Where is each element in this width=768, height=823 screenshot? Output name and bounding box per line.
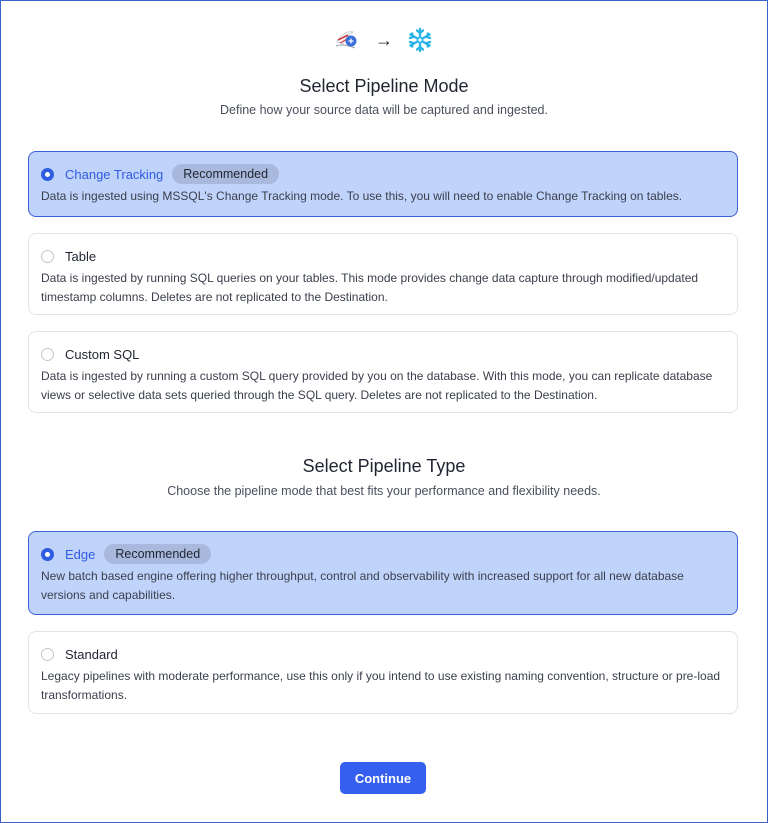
radio-table[interactable] [41,250,54,263]
option-description: Data is ingested by running SQL queries on your tables. This mode provides change data capture through modified/updated timestamp columns. Deletes are not replicated to the Destination. [41,271,699,304]
option-description: Legacy pipelines with moderate performance, use this only if you intend to use existing naming convention, structure or pre-load transformations. [41,669,721,702]
option-label: Standard [65,646,118,662]
arrow-right-icon: → [375,30,393,50]
continue-button[interactable]: Continue [340,762,426,794]
radio-standard[interactable] [41,648,54,661]
type-option-edge[interactable] [28,531,738,615]
pipeline-mode-subtitle: Define how your source data will be captured and ingested. [220,103,548,117]
option-label: Custom SQL [65,346,140,362]
type-option-standard[interactable] [28,631,738,714]
integration-header [0,26,768,54]
pipeline-type-subtitle: Choose the pipeline mode that best fits your performance and flexibility needs. [167,484,601,498]
option-description: New batch based engine offering higher throughput, control and observability with increased support for all new database versions and capabilities. [41,569,684,602]
option-label: Change Tracking [65,166,164,182]
snowflake-icon [407,27,433,53]
mode-option-change-tracking[interactable] [28,151,738,217]
option-label: Table [65,248,97,264]
pipeline-mode-title: Select Pipeline Mode [299,76,469,96]
radio-change-tracking[interactable] [41,168,54,181]
option-label: Edge [65,546,96,562]
mode-option-custom-sql[interactable] [28,331,738,413]
pipeline-type-title: Select Pipeline Type [302,456,466,476]
mode-option-table[interactable] [28,233,738,315]
option-description: Data is ingested by running a custom SQL query provided by you on the database. With this mode, you can replicate database views or selective data sets queried through the SQL query. Deletes are not replicated to the Destination. [41,369,713,402]
radio-edge[interactable] [41,548,54,561]
radio-custom-sql[interactable] [41,348,54,361]
recommended-badge: Recommended [104,544,211,564]
mssql-database-icon [335,27,361,53]
recommended-badge: Recommended [172,164,279,184]
option-description: Data is ingested using MSSQL's Change Tracking mode. To use this, you will need to enable Change Tracking on tables. [41,189,683,203]
